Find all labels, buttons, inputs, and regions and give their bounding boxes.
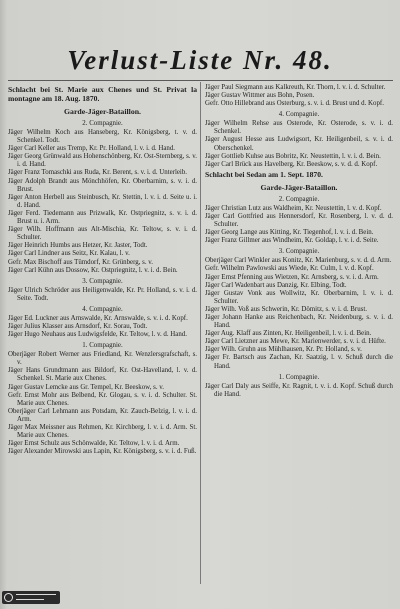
casualty-entry: Jäger Hugo Neuhaus aus Ludwigsfelde, Kr. Teltow, l. v. d. Hand. [8, 331, 187, 339]
right-column [205, 84, 393, 586]
list-title: Verlust-Liste Nr. 48. [67, 45, 333, 75]
public-domain-stamp [2, 591, 60, 604]
casualty-entry: Jäger Ferd. Tiedemann aus Prizwalk, Kr. Ostpriegnitz, s. v. i. d. Brust u. i. Arm. [8, 209, 197, 226]
battle-heading: Schlacht bei St. Marie aux Chenes und St. Privat la montagne am 18. Aug. 1870. [8, 85, 197, 103]
casualty-entry: Jäger Anton Herbell aus Steinbusch, Kr. Stettin, l. v. i. d. Seite u. i. d. Hand. [8, 193, 197, 209]
casualty-entry: Jäger Gottlieb Kuhse aus Bobritz, Kr. Neustettin, l. v. i. d. Bein. [205, 152, 381, 160]
casualty-entry: Jäger Carl Brück aus Havelberg, Kr. Beeskow, s. v. d. d. Kopf. [205, 160, 378, 168]
casualty-entry: Oberjäger Carl Lehmann aus Potsdam, Kr. Zauch-Belzig, l. v. i. d. Arm. [8, 407, 197, 423]
casualty-entry: Jäger Paul Siegmann aus Kalkreuth, Kr. Thorn, l. v. i. d. Schulter. [205, 84, 386, 91]
casualty-entry: Gefr. Wilhelm Pawlowski aus Wiede, Kr. Culm, l. v. d. Kopf. [205, 265, 374, 273]
casualty-entry: Jäger Johann Hanke aus Reichenbach, Kr. Neidenburg, s. v. i. d. Hand. [205, 313, 393, 330]
company-heading: 4. Compagnie. [278, 111, 320, 119]
casualty-entry: Oberjäger Robert Werner aus Friedland, Kr. Wenzlersgrafschaft, s. v. [8, 351, 197, 367]
casualty-entry: Jäger Carl Kühn aus Dossow, Kr. Ostpriegnitz, l. v. i. d. Bein. [8, 266, 178, 274]
casualty-entry: Jäger Ulrich Schröder aus Heiligenwalde, Kr. Pr. Holland, s. v. i. d. Seite. Todt. [8, 286, 197, 302]
casualty-entry: Jäger Adolph Brandt aus Mönchhöfen, Kr. Oberbarnim, s. v. i. d. Brust. [8, 177, 197, 193]
company-heading: 3. Compagnie. [278, 248, 320, 256]
casualty-entry: Jäger Gustav Vonk aus Wollwitz, Kr. Oberbarnim, l. v. i. d. Schulter. [205, 289, 393, 305]
casualty-entry: Jäger Ernst Schulz aus Schönwalde, Kr. Teltow, l. v. i. d. Arm. [8, 440, 180, 448]
casualty-entry: Jäger Franz Gillmer aus Windheim, Kr. Goldap, l. v. i. d. Seite. [205, 237, 379, 245]
casualty-entry: Oberjäger Carl Winkler aus Konitz, Kr. Marienburg, s. v. d. d. Arm. [205, 257, 392, 265]
stamp-logo-bars [16, 594, 56, 601]
casualty-entry: Jäger Ed. Luckner aus Arnswalde, Kr. Arnswalde, s. v. i. d. Kopf. [8, 314, 188, 322]
unit-heading: Garde-Jäger-Bataillon. [63, 107, 142, 116]
company-heading: 2. Compagnie. [82, 120, 123, 127]
casualty-entry: Gefr. Otto Hillebrand aus Osterburg, s. v. i. d. Brust und d. Kopf. [205, 100, 384, 108]
battle-heading: Schlacht bei Sedan am 1. Sept. 1870. [205, 169, 323, 179]
left-column [8, 84, 197, 586]
casualty-entry: Jäger Alexander Mirowski aus Lapin, Kr. Königsberg, s. v. i. d. Fuß. [8, 448, 197, 456]
title-rule [8, 80, 393, 81]
unit-heading: Garde-Jäger-Bataillon. [260, 182, 338, 192]
casualty-entry: Jäger Fr. Bartsch aus Zachan, Kr. Saatzig, l. v. Schuß durch die Hand. [205, 354, 393, 370]
casualty-entry: Jäger Gustav Wittmer aus Bohn, Posen. [205, 92, 315, 100]
casualty-entry: Gefr. Max Bischoff aus Tümdorf, Kr. Grünberg, s. v. [8, 258, 154, 266]
casualty-entry: Jäger Franz Tomaschki aus Ruda, Kr. Berent, s. v. i. d. Unterleib. [8, 169, 188, 177]
column-divider [200, 82, 201, 584]
company-heading: 4. Compagnie. [82, 305, 123, 313]
casualty-entry: Jäger Carl Lindner aus Seitz, Kr. Kalau, l. v. [8, 250, 130, 258]
casualty-entry: Jäger Christian Lutz aus Waldheim, Kr. Neustettin, l. v. d. Kopf. [205, 204, 382, 212]
company-heading: 3. Compagnie. [82, 277, 123, 285]
casualty-entry: Jäger Heinrich Humbs aus Hetzer, Kr. Jaster, Todt. [8, 242, 148, 250]
casualty-entry: Jäger Carl Gottfried aus Hennersdorf, Kr. Rosenberg, l. v. d. d. Schulter. [205, 212, 393, 229]
casualty-entry: Jäger Carl Lietzner aus Mewe, Kr. Marienwerder, s. v. i. d. Hüfte. [205, 338, 386, 346]
casualty-entry: Jäger Wilh. Voß aus Schwerin, Kr. Dömitz, s. v. i. d. Brust. [205, 305, 367, 313]
casualty-entry: Jäger Hans Grundtmann aus Bildorf, Kr. Ost-Havelland, l. v. d. Schenkel. St. Marie aux Chenes. [8, 367, 197, 383]
casualty-entry: Jäger Gustav Lemcke aus Gr. Tempel, Kr. Beeskow, s. v. [8, 383, 164, 391]
casualty-entry: Jäger Aug. Klaff aus Zinten, Kr. Heiligenbeil, l. v. i. d. Bein. [205, 330, 372, 338]
casualty-entry: Jäger Carl Wadenbart aus Danzig, Kr. Elbing, Todt. [205, 281, 347, 289]
public-domain-icon [4, 593, 13, 602]
casualty-entry: Jäger Georg Grünwald aus Hohenschönberg, Kr. Ost-Sternberg, s. v. i. d. Hand. [8, 153, 197, 169]
company-heading: 2. Compagnie. [278, 195, 320, 203]
casualty-entry: Jäger Wilh. Hoffmann aus Alt-Mischia, Kr. Teltow, s. v. i. d. Schulter. [8, 226, 197, 242]
casualty-entry: Jäger Carl Daly aus Seiffe, Kr. Ragnit, t. v. i. d. Kopf. Schuß durch die Hand. [205, 382, 393, 398]
casualty-entry: Gefr. Ernst Mohr aus Belbend, Kr. Glogau, s. v. i. d. Schulter. St. Marie aux Chenes. [8, 391, 197, 407]
casualty-entry: Jäger Wilhelm Rehse aus Osterode, Kr. Osterode, s. v. i. d. Schenkel. [205, 120, 393, 136]
casualty-entry: Jäger Max Meissner aus Rehmen, Kr. Kirchberg, l. v. i. d. Arm. St. Marie aux Chenes. [8, 424, 197, 440]
casualty-entry: Jäger Wilh. Gruhn aus Mühlhausen, Kr. Pr. Holland, s. v. [205, 346, 362, 354]
casualty-entry: Jäger Carl Keller aus Tremp, Kr. Pr. Holland, l. v. i. d. Hand. [8, 145, 176, 153]
casualty-entry: Jäger Wilhelm Koch aus Hanseberg, Kr. Königsberg, t. v. d. Schenkel. Todt. [8, 129, 197, 145]
company-heading: 1. Compagnie. [82, 342, 123, 350]
company-heading: 1. Compagnie. [278, 373, 320, 381]
casualty-entry: Jäger Georg Lange aus Kitting, Kr. Tiegenhof, l. v. i. d. Bein. [205, 229, 374, 237]
casualty-entry: Jäger Ernst Pfenning aus Wietzen, Kr. Arnsberg, s. v. i. d. Arm. [205, 273, 379, 281]
casualty-entry: Jäger Julius Klasser aus Arnsdorf, Kr. Sorau, Todt. [8, 322, 148, 330]
casualty-entry: Jäger August Hesse aus Ludwigsort, Kr. Heiligenbeil, s. v. i. d. Oberschenkel. [205, 136, 393, 152]
